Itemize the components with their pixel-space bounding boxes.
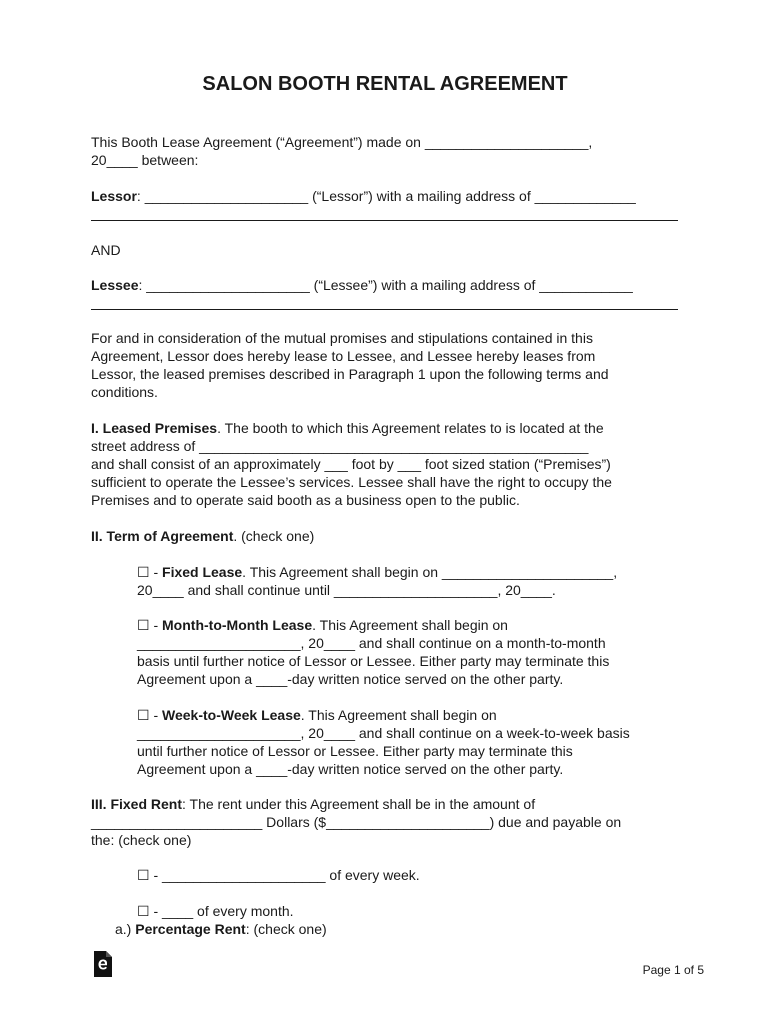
document-title: SALON BOOTH RENTAL AGREEMENT	[202, 73, 568, 95]
lessee-text: : _____________________ (“Lessee”) with a mailing address of ____________	[138, 277, 633, 293]
section2-heading: II. Term of Agreement	[91, 528, 234, 544]
section1-line	[91, 419, 681, 437]
option-line: basis until further notice of Lessor or Lessee. Either party may terminate this	[137, 653, 610, 669]
consideration-line: Agreement, Lessor does hereby lease to Lessee, and Lessee hereby leases from	[91, 348, 596, 364]
option-line: ☐ - Month-to-Month Lease. This Agreement shall begin on	[137, 617, 508, 633]
lessor-label: Lessor	[91, 188, 137, 204]
fixed-lease-checkbox[interactable]: ☐	[137, 564, 150, 580]
intro-line: This Booth Lease Agreement (“Agreement”) made on _____________________,	[91, 134, 593, 150]
month-lease-label: Month-to-Month Lease	[162, 617, 313, 633]
lessor-line	[91, 187, 681, 205]
every-month-checkbox[interactable]: ☐	[137, 903, 150, 919]
option-line: ☐ - Fixed Lease. This Agreement shall begin on ______________________,	[137, 564, 618, 580]
percentage-rent-text: : (check one)	[245, 921, 327, 937]
consideration-line: conditions.	[91, 384, 158, 400]
eforms-logo-icon	[92, 950, 114, 978]
fixed-lease-label: Fixed Lease	[162, 564, 243, 580]
section1-text: . The booth to which this Agreement relates to is located at the	[217, 420, 604, 436]
option-every-month	[137, 902, 677, 920]
option-line: Agreement upon a ____-day written notice served on the other party.	[137, 761, 564, 777]
intro-line: 20____ between:	[91, 152, 199, 168]
section-term-heading	[91, 527, 681, 545]
option-week-lease	[137, 706, 677, 778]
option-every-week	[137, 866, 677, 884]
section3-text: : The rent under this Agreement shall be in the amount of	[182, 796, 536, 812]
option-line: _____________________, 20____ and shall continue on a week-to-week basis	[137, 725, 630, 741]
section1-line: street address of __________________________________________________	[91, 438, 589, 454]
lessee-label: Lessee	[91, 277, 139, 293]
intro-paragraph	[91, 133, 681, 169]
section-leased-premises	[91, 419, 681, 509]
lessor-address-rule	[91, 220, 678, 221]
option-line: Agreement upon a ____-day written notice served on the other party.	[137, 671, 564, 687]
lessee-line	[91, 276, 681, 294]
section1-line: Premises and to operate said booth as a business open to the public.	[91, 492, 520, 508]
option-month-lease	[137, 616, 677, 688]
week-lease-label: Week-to-Week Lease	[162, 707, 301, 723]
section3-line: ______________________ Dollars ($_____________________) due and payable on	[91, 814, 622, 830]
lessor-text: : _____________________ (“Lessor”) with a mailing address of _____________	[136, 188, 636, 204]
consideration-line: For and in consideration of the mutual promises and stipulations contained in this	[91, 330, 593, 346]
section3-line	[91, 795, 681, 813]
option-line: 20____ and shall continue until _____________________, 20____.	[137, 582, 556, 598]
every-week-checkbox[interactable]: ☐	[137, 867, 150, 883]
option-line: ☐ - Week-to-Week Lease. This Agreement shall begin on	[137, 707, 497, 723]
consideration-line: Lessor, the leased premises described in Paragraph 1 upon the following terms and	[91, 366, 609, 382]
percentage-rent-label: Percentage Rent	[135, 921, 246, 937]
consideration-paragraph	[91, 329, 681, 401]
sub-a-prefix: a.)	[115, 921, 136, 937]
and-label: AND	[91, 242, 121, 258]
month-lease-text: . This Agreement shall begin on	[312, 617, 508, 633]
fixed-lease-text: . This Agreement shall begin on ______________________,	[242, 564, 618, 580]
option-line: until further notice of Lessor or Lessee. Either party may terminate this	[137, 743, 573, 759]
page-number: Page 1 of 5	[642, 963, 704, 977]
month-lease-checkbox[interactable]: ☐	[137, 617, 150, 633]
week-lease-text: . This Agreement shall begin on	[300, 707, 497, 723]
section1-heading: I. Leased Premises	[91, 420, 218, 436]
lessee-address-rule	[91, 309, 678, 310]
section2-text: . (check one)	[233, 528, 315, 544]
section-fixed-rent	[91, 795, 681, 849]
percentage-rent-line	[115, 920, 327, 938]
section1-line: sufficient to operate the Lessee’s services. Lessee shall have the right to occupy the	[91, 474, 612, 490]
option-line: _____________________, 20____ and shall continue on a month-to-month	[137, 635, 606, 651]
option-fixed-lease	[137, 563, 677, 599]
every-week-text: - _____________________ of every week.	[149, 867, 420, 883]
section3-line: the: (check one)	[91, 832, 192, 848]
section1-line: and shall consist of an approximately ___ foot by ___ foot sized station (“Premises”)	[91, 456, 611, 472]
section3-heading: III. Fixed Rent	[91, 796, 183, 812]
every-month-text: - ____ of every month.	[149, 903, 294, 919]
week-lease-checkbox[interactable]: ☐	[137, 707, 150, 723]
